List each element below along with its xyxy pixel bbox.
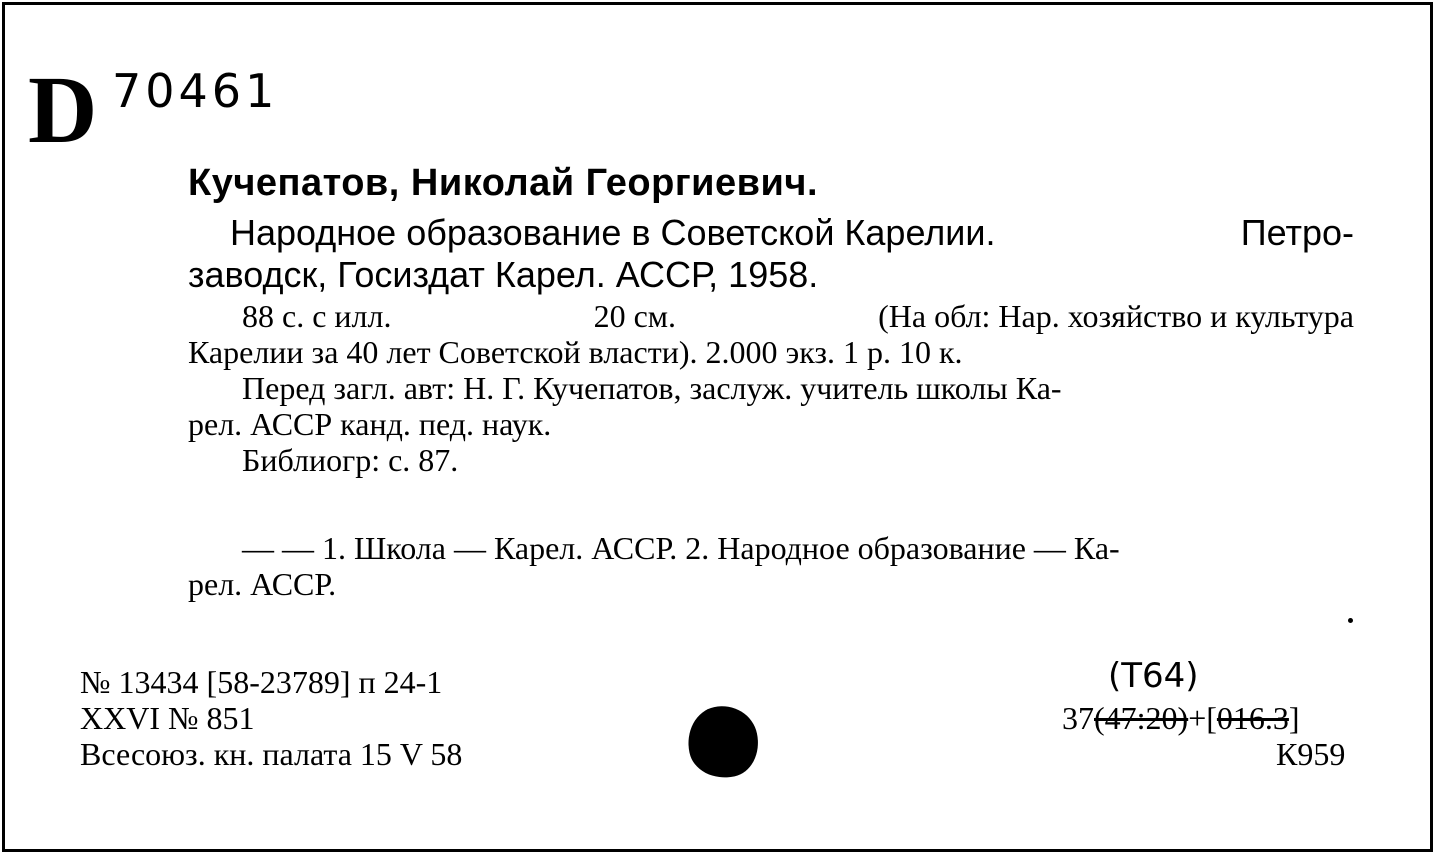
note-line-1: Перед загл. авт: Н. Г. Кучепатов, заслуж. учитель школы Ка- <box>242 370 1062 406</box>
class-plus: +[ <box>1188 700 1217 736</box>
classification-line <box>1062 700 1300 736</box>
class-end: ] <box>1288 700 1300 736</box>
description-line-2: Карелии за 40 лет Советской власти). 2.000 экз. 1 р. 10 к. <box>188 334 963 370</box>
footer-volume: XXVI № 851 <box>80 700 255 736</box>
class-struck: (47:20) <box>1094 700 1189 736</box>
class-prefix: 37 <box>1062 700 1094 736</box>
ink-dot <box>1348 618 1353 623</box>
title-text: Народное образование в Советской Карелии. <box>230 212 996 253</box>
author-mark: К959 <box>1276 736 1346 772</box>
author-heading: Кучепатов, Николай Георгиевич. <box>188 162 819 204</box>
title-line-1 <box>188 210 1354 256</box>
call-letter: D <box>28 56 98 163</box>
footer-registration: № 13434 [58-23789] п 24-1 <box>80 664 443 700</box>
title-line-2: заводск, Госиздат Карел. АССР, 1958. <box>188 254 819 295</box>
bibliography-note: Библиогр: с. 87. <box>242 442 459 478</box>
series-note: (На обл: Нар. хозяйство и культура <box>878 298 1354 334</box>
dimensions: 20 см. <box>593 298 677 334</box>
pagination: 88 с. с илл. <box>242 298 392 334</box>
handwritten-class: (T64) <box>1108 656 1199 696</box>
subjects-line-2: рел. АССР. <box>188 566 337 602</box>
description-line-1 <box>188 298 1354 334</box>
call-number: 70461 <box>112 64 279 118</box>
footer-chamber: Всесоюз. кн. палата 15 V 58 <box>80 736 463 772</box>
title-place-start: Петро- <box>1240 212 1354 253</box>
note-line-2: рел. АССР канд. пед. наук. <box>188 406 552 442</box>
class-struck-2: 016.3 <box>1216 700 1289 736</box>
subjects-line-1: — — 1. Школа — Карел. АССР. 2. Народное образование — Ка- <box>242 530 1120 566</box>
